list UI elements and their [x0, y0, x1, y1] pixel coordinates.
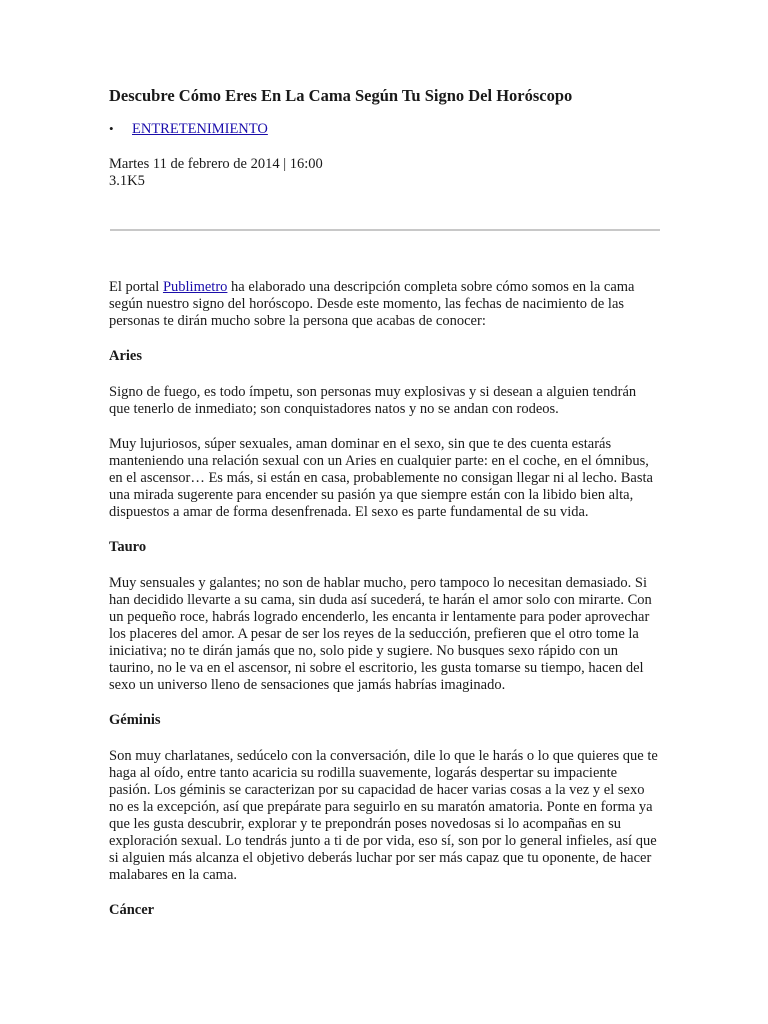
intro-text-start: El portal [109, 279, 163, 295]
publish-date: Martes 11 de febrero de 2014 | 16:00 [109, 156, 323, 172]
intro-paragraph [109, 279, 660, 330]
bullet-icon: • [109, 121, 114, 136]
article-body [109, 279, 660, 919]
tauro-paragraph-1: Muy sensuales y galantes; no son de hablar mucho, pero tampoco lo necesitan demasiado. Si han decidido llevarte a su cama, sin duda así sucederá, te harán el amor solo con mirarte. Con un pequeño roce, habrás logrado encenderlo, les encanta ir lentamente para poder aprovechar los placeres del amor. A pesar de ser los reyes de la seducción, prefieren que el otro tome la iniciativa; no te dirán jamás que no, solo pide y sugiere. No busques sexo rápido con un taurino, no le va en el ascensor, ni sobre el escritorio, les gusta tomarse su tiempo, hacen del sexo un universo lleno de sensaciones que jamás habrías imaginado. [109, 575, 652, 693]
intro-text-end: ha elaborado una descripción completa sobre cómo somos en la cama según nuestro signo del horóscopo. Desde este momento, las fechas de nacimiento de las personas te dirán mucho sobre la persona que acabas de conocer: [109, 279, 635, 329]
article-meta [109, 156, 660, 190]
aries-paragraph-2: Muy lujuriosos, súper sexuales, aman dominar en el sexo, sin que te des cuenta estarás manteniendo una relación sexual con un Aries en cualquier parte: en el coche, en el ómnibus, en el ascensor… Es más, si están en casa, probablemente no consigan llegar ni al lecho. Basta una mirada sugerente para encender su pasión ya que siempre están con la libido bien alta, dispuestos a amar de forma desenfrenada. El sexo es parte fundamental de su vida. [109, 436, 653, 520]
publimetro-link[interactable]: Publimetro [162, 279, 228, 295]
category-item [109, 120, 660, 138]
category-list [109, 120, 660, 138]
heading-tauro: Tauro [109, 539, 147, 555]
divider [110, 229, 660, 231]
aries-paragraph-1: Signo de fuego, es todo ímpetu, son personas muy explosivas y si desean a alguien tendrán que tenerlo de inmediato; son conquistadores natos y no se andan con rodeos. [109, 384, 637, 417]
heading-cancer: Cáncer [109, 902, 155, 918]
heading-aries: Aries [109, 348, 143, 364]
geminis-paragraph-1: Son muy charlatanes, sedúcelo con la conversación, dile lo que le harás o lo que quieres que te haga al oído, entre tanto acaricia su rodilla suavemente, logarás despertar su impaciente pasión. Los géminis se caracterizan por su capacidad de hacer varias cosas a la vez y el sexo no es la excepción, así que prepárate para seguirlo en su maratón amatoria. Ponte en forma ya que les gusta descubrir, explorar y te prepondrán poses novedosas si lo acompañas en su exploración sexual. Lo tendrás junto a ti de por vida, eso sí, son por lo general infieles, así que si alguien más alcanza el objetivo deberás luchar por ser más capaz que tu oponente, de hacer malabares en la cama. [109, 748, 658, 883]
heading-geminis: Géminis [109, 712, 161, 728]
view-count: 3.1K5 [109, 173, 145, 189]
category-link[interactable]: ENTRETENIMIENTO [132, 121, 268, 137]
article-title: Descubre Cómo Eres En La Cama Según Tu Signo Del Horóscopo [109, 86, 573, 105]
